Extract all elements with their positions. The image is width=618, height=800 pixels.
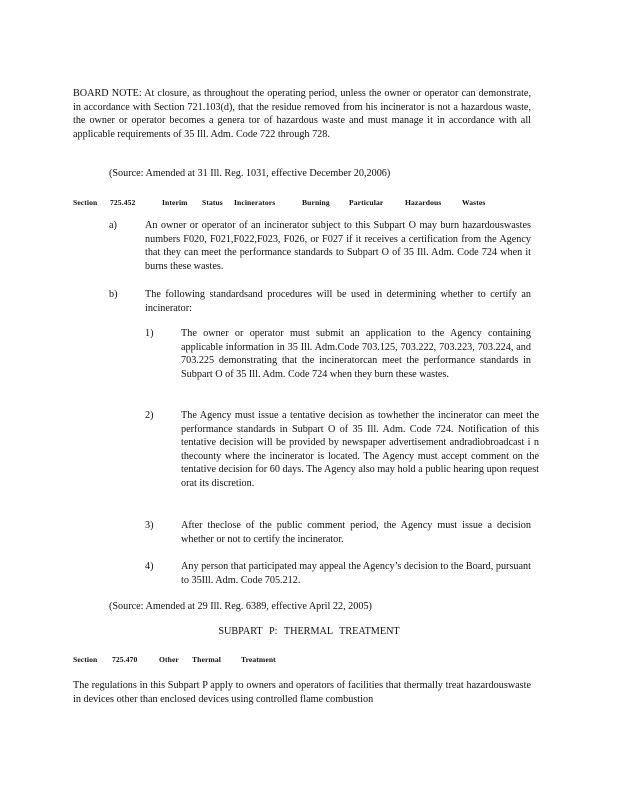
sub-item-4-text: Any person that participated may appeal the Agency’s decision to the Board, pursuant to 35Ill. Adm. Code 705.212. [181,561,531,586]
section-title-word: Particular [349,198,384,207]
item-a-text: An owner or operator of an incinerator subject to this Subpart O may burn hazardouswastes numbers F020, F021,F022,F023, F026, or F027 if it receives a certification from the Agency that they can meet the performance standards to Subpart O of 35 Ill. Adm. Code 724 when it burns these wastes. [145,220,531,272]
source-note-2: (Source: Amended at 29 Ill. Reg. 6389, effective April 22, 2005) [109,601,372,612]
sub-item-1-marker: 1) [145,328,154,339]
section-title-word: Status [202,198,223,207]
section-title-word: Hazardous [405,198,442,207]
section-label: Section [73,655,98,664]
sub-item-2-marker: 2) [145,410,154,421]
section-title-word: Incinerators [234,198,276,207]
source-note-1: (Source: Amended at 31 Ill. Reg. 1031, effective December 20,2006) [109,168,391,179]
section-number: 725.470 [112,655,138,664]
item-b-text: The following standardsand procedures will be used in determining whether to certify an incinerator: [145,289,531,314]
subpart-heading: SUBPART P: THERMAL TREATMENT [218,626,400,637]
final-paragraph: The regulations in this Subpart P apply to owners and operators of facilities that thermally treat hazardouswaste in devices other than enclosed devices using controlled flame combustion [73,680,531,705]
section-title-word: Thermal [192,655,221,664]
section-title-word: Burning [302,198,330,207]
sub-item-3-text: After theclose of the public comment period, the Agency must issue a decision whether or not to certify the incinerator. [181,520,531,545]
section-725-452-heading [73,198,533,210]
section-label: Section [73,198,98,207]
section-title-word: Interim [162,198,188,207]
sub-item-2-text: The Agency must issue a tentative decision as towhether the incinerator can meet the performance standards in Subpart O of 35 Ill. Adm. Code 724. Notification of this tentative decision will be provided by newspaper advertisement andradiobroadcast i n thecounty where the incinerator is located. The Agency must accept comment on the tentative decision for 60 days. The Agency also may hold a public hearing upon request orat its discretion. [181,410,539,489]
section-title-word: Other [159,655,179,664]
section-number: 725.452 [110,198,136,207]
section-title-word: Treatment [241,655,276,664]
sub-item-4-marker: 4) [145,561,154,572]
sub-item-3-marker: 3) [145,520,154,531]
section-title-word: Wastes [462,198,486,207]
item-b-marker: b) [109,289,118,300]
sub-item-1-text: The owner or operator must submit an application to the Agency containing applicable information in 35 Ill. Adm.Code 703.125, 703.222, 703.223, 703.224, and 703.225 demonstrating that the incineratorcan meet the performance standards in Subpart O of 35 Ill. Adm. Code 724 when they burn these wastes. [181,328,531,380]
board-note-paragraph: BOARD NOTE: At closure, as throughout the operating period, unless the owner or operator can demonstrate, in accordance with Section 721.103(d), that the residue removed from his incinerator is not a hazardous waste, the owner or operator becomes a genera tor of hazardous waste and must manage it in accordance with all applicable requirements of 35 Ill. Adm. Code 722 through 728. [73,88,531,140]
item-a-marker: a) [109,220,117,231]
section-725-470-heading [73,655,373,667]
